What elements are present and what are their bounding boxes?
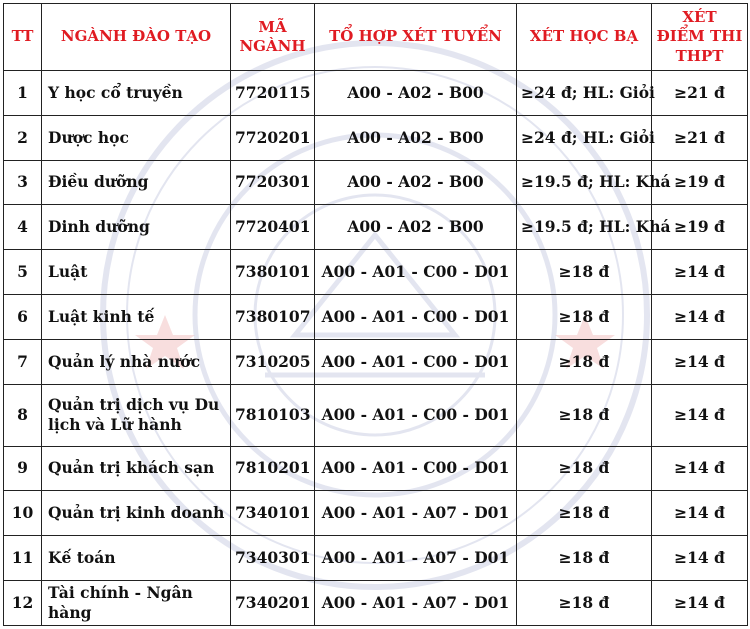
cell-exam: ≥19 đ bbox=[652, 160, 748, 205]
cell-transcript: ≥18 đ bbox=[517, 446, 652, 491]
cell-major: Quản trị dịch vụ Du lịch và Lữ hành bbox=[42, 384, 231, 446]
cell-tt: 6 bbox=[4, 295, 42, 340]
table-row bbox=[4, 384, 748, 446]
table-row bbox=[4, 491, 748, 536]
cell-transcript: ≥18 đ bbox=[517, 384, 652, 446]
cell-code: 7720301 bbox=[231, 160, 315, 205]
cell-major: Luật bbox=[42, 250, 231, 295]
cell-major: Dược học bbox=[42, 115, 231, 160]
cell-code: 7720115 bbox=[231, 71, 315, 116]
table-row bbox=[4, 250, 748, 295]
cell-major: Quản lý nhà nước bbox=[42, 339, 231, 384]
cell-transcript: ≥19.5 đ; HL: Khá bbox=[517, 160, 652, 205]
header-code: MÃ NGÀNH bbox=[231, 4, 315, 71]
cell-transcript: ≥18 đ bbox=[517, 250, 652, 295]
table-row bbox=[4, 581, 748, 626]
cell-code: 7340101 bbox=[231, 491, 315, 536]
cell-major: Điều dưỡng bbox=[42, 160, 231, 205]
cell-combo: A00 - A02 - B00 bbox=[315, 160, 517, 205]
header-major: NGÀNH ĐÀO TẠO bbox=[42, 4, 231, 71]
table-row bbox=[4, 115, 748, 160]
cell-major: Kế toán bbox=[42, 536, 231, 581]
cell-tt: 11 bbox=[4, 536, 42, 581]
cell-exam: ≥21 đ bbox=[652, 71, 748, 116]
cell-tt: 1 bbox=[4, 71, 42, 116]
cell-combo: A00 - A01 - C00 - D01 bbox=[315, 384, 517, 446]
cell-tt: 9 bbox=[4, 446, 42, 491]
header-combo: TỔ HỢP XÉT TUYỂN bbox=[315, 4, 517, 71]
table-row bbox=[4, 295, 748, 340]
table-row bbox=[4, 71, 748, 116]
cell-major: Luật kinh tế bbox=[42, 295, 231, 340]
cell-transcript: ≥24 đ; HL: Giỏi bbox=[517, 71, 652, 116]
cell-transcript: ≥18 đ bbox=[517, 536, 652, 581]
cell-combo: A00 - A02 - B00 bbox=[315, 115, 517, 160]
cell-code: 7380107 bbox=[231, 295, 315, 340]
table-header-row bbox=[4, 4, 748, 71]
cell-combo: A00 - A01 - C00 - D01 bbox=[315, 295, 517, 340]
cell-exam: ≥21 đ bbox=[652, 115, 748, 160]
cell-combo: A00 - A01 - A07 - D01 bbox=[315, 491, 517, 536]
cell-exam: ≥14 đ bbox=[652, 295, 748, 340]
cell-exam: ≥14 đ bbox=[652, 491, 748, 536]
cell-combo: A00 - A01 - C00 - D01 bbox=[315, 446, 517, 491]
cell-combo: A00 - A01 - A07 - D01 bbox=[315, 581, 517, 626]
table-row bbox=[4, 446, 748, 491]
cell-exam: ≥14 đ bbox=[652, 581, 748, 626]
cell-major: Quản trị kinh doanh bbox=[42, 491, 231, 536]
cell-major: Quản trị khách sạn bbox=[42, 446, 231, 491]
cell-exam: ≥14 đ bbox=[652, 250, 748, 295]
cell-combo: A00 - A01 - C00 - D01 bbox=[315, 250, 517, 295]
cell-tt: 12 bbox=[4, 581, 42, 626]
cell-transcript: ≥18 đ bbox=[517, 295, 652, 340]
table-row bbox=[4, 339, 748, 384]
cell-exam: ≥14 đ bbox=[652, 339, 748, 384]
cell-exam: ≥14 đ bbox=[652, 384, 748, 446]
cell-code: 7720201 bbox=[231, 115, 315, 160]
admission-majors-table bbox=[3, 3, 748, 626]
table-row bbox=[4, 536, 748, 581]
table-row bbox=[4, 205, 748, 250]
cell-combo: A00 - A02 - B00 bbox=[315, 71, 517, 116]
header-exam: XÉT ĐIỂM THI THPT bbox=[652, 4, 748, 71]
cell-code: 7310205 bbox=[231, 339, 315, 384]
cell-code: 7340301 bbox=[231, 536, 315, 581]
cell-combo: A00 - A02 - B00 bbox=[315, 205, 517, 250]
table-row bbox=[4, 160, 748, 205]
cell-transcript: ≥24 đ; HL: Giỏi bbox=[517, 115, 652, 160]
cell-code: 7340201 bbox=[231, 581, 315, 626]
cell-tt: 7 bbox=[4, 339, 42, 384]
cell-major: Tài chính - Ngân hàng bbox=[42, 581, 231, 626]
cell-transcript: ≥19.5 đ; HL: Khá bbox=[517, 205, 652, 250]
cell-exam: ≥14 đ bbox=[652, 446, 748, 491]
cell-major: Dinh dưỡng bbox=[42, 205, 231, 250]
header-tt: TT bbox=[4, 4, 42, 71]
cell-tt: 5 bbox=[4, 250, 42, 295]
cell-transcript: ≥18 đ bbox=[517, 581, 652, 626]
cell-exam: ≥14 đ bbox=[652, 536, 748, 581]
cell-code: 7380101 bbox=[231, 250, 315, 295]
cell-code: 7720401 bbox=[231, 205, 315, 250]
cell-tt: 2 bbox=[4, 115, 42, 160]
cell-tt: 4 bbox=[4, 205, 42, 250]
cell-combo: A00 - A01 - C00 - D01 bbox=[315, 339, 517, 384]
cell-tt: 3 bbox=[4, 160, 42, 205]
cell-tt: 10 bbox=[4, 491, 42, 536]
cell-exam: ≥19 đ bbox=[652, 205, 748, 250]
header-transcript: XÉT HỌC BẠ bbox=[517, 4, 652, 71]
cell-transcript: ≥18 đ bbox=[517, 339, 652, 384]
cell-code: 7810201 bbox=[231, 446, 315, 491]
cell-major: Y học cổ truyền bbox=[42, 71, 231, 116]
cell-tt: 8 bbox=[4, 384, 42, 446]
cell-combo: A00 - A01 - A07 - D01 bbox=[315, 536, 517, 581]
cell-transcript: ≥18 đ bbox=[517, 491, 652, 536]
cell-code: 7810103 bbox=[231, 384, 315, 446]
